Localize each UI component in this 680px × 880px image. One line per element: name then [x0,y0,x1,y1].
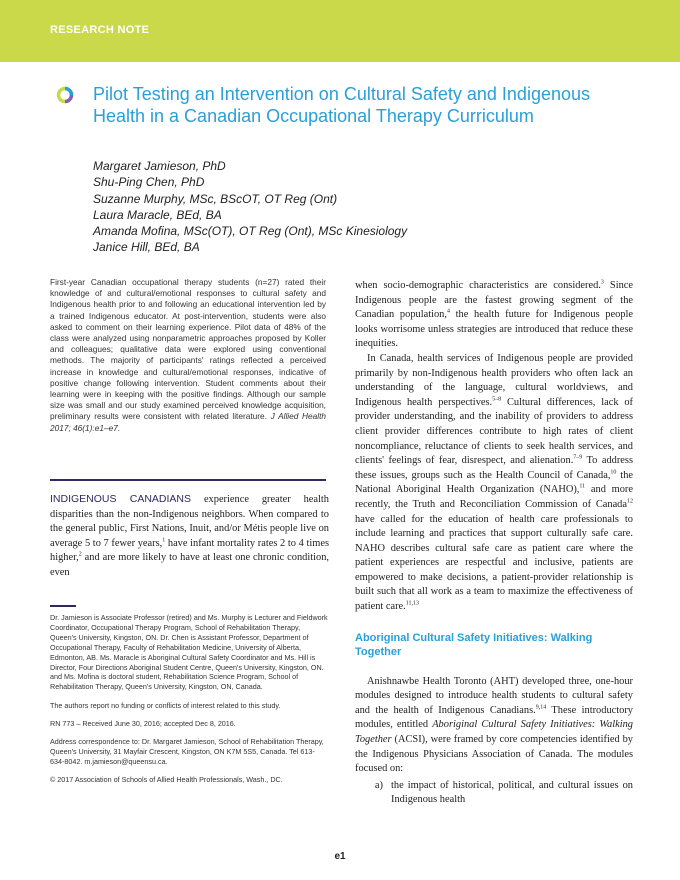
header-banner [0,0,680,62]
author-affiliations: Dr. Jamieson is Associate Professor (retired) and Ms. Murphy is Lecturer and Fieldwork Coordinator, Occupational Therapy Program, School of Rehabilitation Therapy, Queen's University, Kingston, ON. Dr. Chen is Assistant Professor, Department of Occupational Therapy, Faculty of Rehabilitation Medicine, University of Alberta, Edmonton, AB. Ms. Maracle is Aboriginal Cultural Safety Coordinator and Ms. Hill is Director, Four Directions Aboriginal Student Centre, Queen's University, Kingston, ON. and Ms. Mofina is doctoral student, Rehabilitation Science Program, School of Rehabilitation Therapy, Queen's University, Kingston, ON, Canada. [50,613,328,692]
abstract-citation: J Allied Health 2017; 46(1):e1–e7. [50,411,327,433]
body-paragraph: In Canada, health services of Indigenous people are provided primarily by non-Indigenous health providers who often lack an understanding of the language, cultural worldviews, and Indigenous health perspectives.$^{5-8}$ Cultural differences, lack of provider understanding, and the inability of providers to address client provider differences contribute to high rates of client noncompliance, reluctance of clients to seek health services, and clients' feelings of fear, disrespect, and alienation.$^{7-9}$ To address these issues, groups such as the Health Council of Canada,$^{10}$ the National Aboriginal Health Organization (NAHO),$^{11}$ and more recently, the Truth and Reconciliation Commission of Canada$^{12}$ have called for the education of health care professionals to include learning and practices that support culturally safe care. NAHO describes cultural safe care as patient care where the patient experiences are respectful and inclusive, patients are empowered to make decisions, a patient-provider relationship is built such that all work as a team to maximize the effectiveness of patient care.$^{11,13}$ [355,352,633,613]
funding-statement: The authors report no funding or conflicts of interest related to this study. [50,701,281,711]
abstract [50,277,326,434]
intro-lead: INDIGENOUS CANADIANS [50,493,192,505]
right-column [355,279,633,808]
author-name: Laura Maracle, BEd, BA [93,207,222,222]
author-name: Suzanne Murphy, MSc, BScOT, OT Reg (Ont) [93,191,338,206]
abstract-text: First-year Canadian occupational therapy students (n=27) rated their knowledge of and cultural/emotional responses to cultural safety and Indigenous health prior to and following an educational intervention led by a trained Indigenous educator. At post-intervention, students were also asked to comment on their learning experience. Pilot data of 48% of the class were analyzed using nonparametric approaches proposed by Koller and colleagues; qualitative data were explored using conventional methods. The majority of participants' ratings reflected a perceived increase in knowledge and cultural/emotional responses, indicative of positive change following intervention. Student comments about their learning were in keeping with the positive findings. Although our sample size was small and our study examined perceived knowledge acquisition, preliminary results were consistent with related literature. [50,277,326,422]
author-list [93,158,593,256]
intro-paragraph: INDIGENOUS CANADIANS experience greater health disparities than the non-Indigenous neighbors. When compared to the general public, First Nations, Inuit, and/or Métis people live on average 5 to 7 fewer years,$^1$ have infant mortality rates 2 to 4 times higher,$^2$ and are more likely to have at least one chronic condition, even [50,493,329,578]
article-title: Pilot Testing an Intervention on Cultural Safety and Indigenous Health in a Canadian Occupational Therapy Curriculum [93,84,590,126]
research-note-label: RESEARCH NOTE [50,24,150,36]
abstract-divider [50,479,326,481]
ring-logo-icon [56,86,74,104]
copyright-notice: © 2017 Association of Schools of Allied Health Professionals, Wash., DC. [50,774,283,784]
module-list [355,779,633,808]
list-item: a) the impact of historical, political, and cultural issues on Indigenous health [374,779,633,806]
body-paragraph: when socio-demographic characteristics are considered.$^3$ Since Indigenous people are the fastest growing segment of the Canadian population,$^4$ the health future for Indigenous people looks worrisome unless strategies are introduced that reduce these inequities. [355,279,634,350]
received-date: RN 773 – Received June 30, 2016; accepted Dec 8, 2016. [50,719,236,729]
author-name: Margaret Jamieson, PhD [93,159,226,173]
page-number: e1 [334,851,346,862]
author-name: Amanda Mofina, MSc(OT), OT Reg (Ont), MSc Kinesiology [93,224,408,239]
section-heading: Aboriginal Cultural Safety Initiatives: Walking Together [355,631,593,658]
author-notes [50,613,328,793]
footnote-rule [50,605,76,607]
author-name: Shu-Ping Chen, PhD [93,175,205,190]
correspondence-address: Address correspondence to: Dr. Margaret Jamieson, School of Rehabilitation Therapy, Queen's University, 31 Mayfair Crescent, Kingston, ON K7M 5S5, Canada. Tel 613-634-8042. m.jamieson@queensu.ca. [50,737,324,766]
author-name: Janice Hill, BEd, BA [93,240,200,255]
body-paragraph: Anishnawbe Health Toronto (AHT) developed three, one-hour modules designed to introduce health students to cultural safety and the health of Indigenous Canadians.$^{9,14}$ These introductory modules, entitled Aboriginal Cultural Safety Initiatives: Walking Together (ACSI), were framed by core competencies identified by the Indigenous Physicians Association of Canada. The modules focused on: [355,675,633,775]
